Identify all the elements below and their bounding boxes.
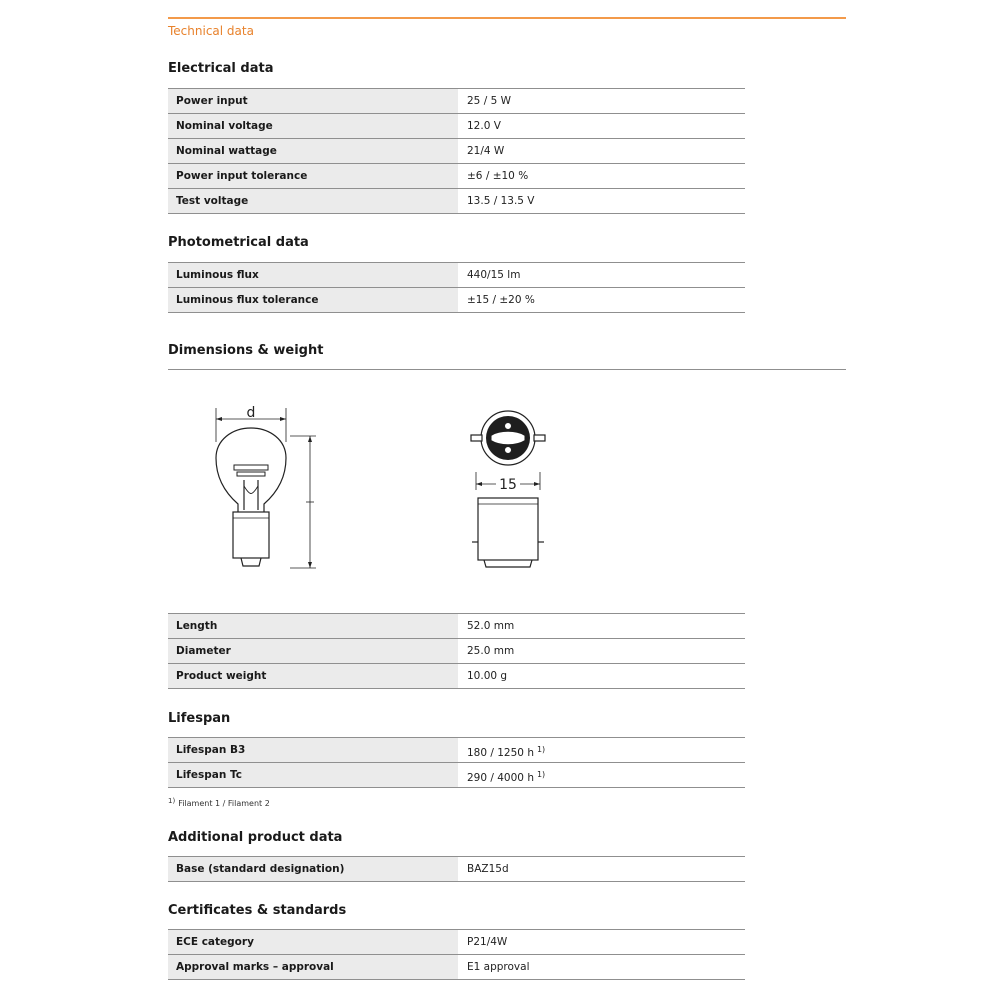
base-width-label: 15 bbox=[499, 477, 517, 493]
row-label: Luminous flux bbox=[168, 263, 458, 287]
footnote-text: Filament 1 / Filament 2 bbox=[178, 799, 270, 808]
table-row bbox=[168, 189, 745, 214]
row-value: 10.00 g bbox=[467, 670, 508, 682]
table-row bbox=[168, 664, 745, 689]
additional-table bbox=[168, 856, 745, 882]
row-label: Nominal wattage bbox=[168, 139, 458, 163]
row-value: ±6 / ±10 % bbox=[467, 170, 529, 182]
section-title-photometrical: Photometrical data bbox=[168, 235, 309, 250]
table-row bbox=[168, 139, 745, 164]
table-row bbox=[168, 930, 745, 955]
table-row bbox=[168, 955, 745, 980]
bulb-side-view-drawing bbox=[208, 402, 328, 577]
row-value bbox=[458, 763, 745, 787]
section-title-additional: Additional product data bbox=[168, 830, 343, 845]
row-value: 12.0 V bbox=[467, 120, 501, 132]
row-label: Nominal voltage bbox=[168, 114, 458, 138]
row-label: Approval marks – approval bbox=[168, 955, 458, 979]
section-title-electrical: Electrical data bbox=[168, 61, 274, 76]
value-text: 290 / 4000 h bbox=[467, 772, 534, 784]
table-row bbox=[168, 738, 745, 763]
row-label: Power input bbox=[168, 89, 458, 113]
lifespan-table bbox=[168, 737, 745, 788]
row-value: E1 approval bbox=[467, 961, 530, 973]
table-row bbox=[168, 114, 745, 139]
photometrical-table bbox=[168, 262, 745, 313]
diameter-symbol: d bbox=[246, 405, 256, 421]
base-top-view-drawing bbox=[468, 406, 548, 572]
row-label: Lifespan Tc bbox=[168, 763, 458, 787]
footnote-ref: 1) bbox=[536, 770, 546, 779]
document-title: Technical data bbox=[168, 24, 254, 38]
table-row bbox=[168, 89, 745, 114]
electrical-table bbox=[168, 88, 745, 214]
technical-data-sheet bbox=[168, 0, 846, 1000]
row-label: Power input tolerance bbox=[168, 164, 458, 188]
row-value: P21/4W bbox=[467, 936, 508, 948]
row-label: Lifespan B3 bbox=[168, 738, 458, 762]
section-title-lifespan: Lifespan bbox=[168, 711, 231, 726]
row-label: ECE category bbox=[168, 930, 458, 954]
table-row bbox=[168, 857, 745, 882]
table-row bbox=[168, 263, 745, 288]
footnote-ref: 1) bbox=[536, 745, 546, 754]
certificates-table bbox=[168, 929, 745, 980]
row-label: Diameter bbox=[168, 639, 458, 663]
table-row bbox=[168, 164, 745, 189]
row-value: 25 / 5 W bbox=[467, 95, 511, 107]
row-label: Length bbox=[168, 614, 458, 638]
section-rule bbox=[168, 369, 846, 370]
dimensions-table bbox=[168, 613, 745, 689]
row-value: ±15 / ±20 % bbox=[467, 294, 535, 306]
table-row bbox=[168, 763, 745, 788]
section-title-certificates: Certificates & standards bbox=[168, 903, 347, 918]
row-value: 21/4 W bbox=[467, 145, 505, 157]
row-label: Base (standard designation) bbox=[168, 857, 458, 881]
row-label: Luminous flux tolerance bbox=[168, 288, 458, 312]
table-row bbox=[168, 614, 745, 639]
footnote-mark: 1) bbox=[168, 797, 176, 805]
row-value bbox=[458, 738, 745, 762]
row-value: 440/15 lm bbox=[467, 269, 521, 281]
value-text: 180 / 1250 h bbox=[467, 747, 534, 759]
row-value: 13.5 / 13.5 V bbox=[467, 195, 535, 207]
section-title-dimensions: Dimensions & weight bbox=[168, 343, 324, 358]
footnote bbox=[168, 797, 270, 808]
header-rule bbox=[168, 17, 846, 19]
table-row bbox=[168, 288, 745, 313]
row-value: BAZ15d bbox=[467, 863, 509, 875]
row-label: Product weight bbox=[168, 664, 458, 688]
row-value: 25.0 mm bbox=[467, 645, 515, 657]
table-row bbox=[168, 639, 745, 664]
row-label: Test voltage bbox=[168, 189, 458, 213]
row-value: 52.0 mm bbox=[467, 620, 515, 632]
